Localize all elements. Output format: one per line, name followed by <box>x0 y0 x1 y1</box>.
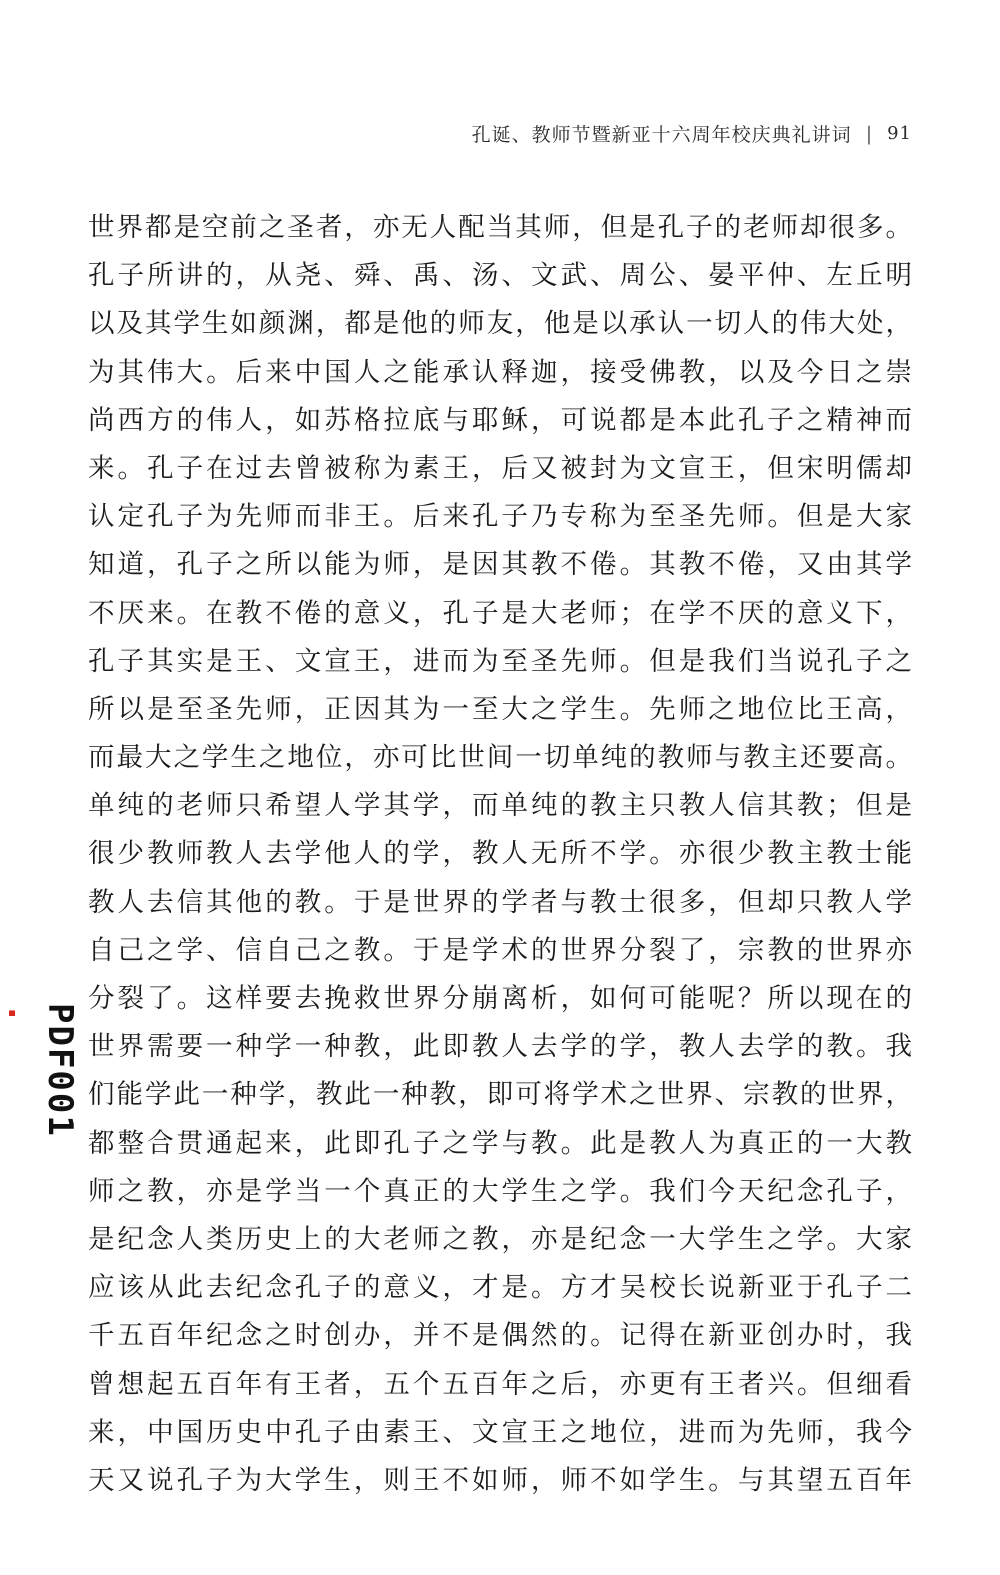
watermark-prefix: PDF001 <box>40 1002 80 1138</box>
chapter-title: 孔诞、教师节暨新亚十六周年校庆典礼讲词 <box>471 124 852 146</box>
text-line: 来。孔子在过去曾被称为素王，后又被封为文宣王，但宋明儒却 <box>88 452 912 484</box>
text-line: 天又说孔子为大学生，则王不如师，师不如学生。与其望五百年 <box>88 1464 912 1496</box>
text-line: 知道，孔子之所以能为师，是因其教不倦。其教不倦，又由其学 <box>88 549 912 581</box>
text-line: 而最大之学生之地位，亦可比世间一切单纯的教师与教主还要高。 <box>88 742 912 774</box>
text-line: 应该从此去纪念孔子的意义，才是。方才吴校长说新亚于孔子二 <box>88 1272 912 1304</box>
header-separator: | <box>865 122 874 145</box>
body-text <box>88 204 912 1505</box>
watermark <box>0 940 80 1200</box>
text-line: 不厌来。在教不倦的意义，孔子是大老师；在学不厌的意义下， <box>88 597 912 629</box>
text-line: 世界需要一种学一种教，此即教人去学的学，教人去学的教。我 <box>88 1031 912 1063</box>
running-header <box>472 120 912 147</box>
text-line: 是纪念人类历史上的大老师之教，亦是纪念一大学生之学。大家 <box>88 1223 912 1255</box>
page-number: 91 <box>887 123 912 144</box>
text-line: 孔子其实是王、文宣王，进而为至圣先师。但是我们当说孔子之 <box>88 645 912 677</box>
text-line: 来，中国历史中孔子由素王、文宣王之地位，进而为先师，我今 <box>88 1416 912 1448</box>
text-line: 以及其学生如颜渊，都是他的师友，他是以承认一切人的伟大处， <box>88 308 912 340</box>
text-line: 教人去信其他的教。于是世界的学者与教士很多，但却只教人学 <box>88 886 912 918</box>
text-line: 们能学此一种学，教此一种教，即可将学术之世界、宗教的世界， <box>88 1079 912 1111</box>
text-line: 分裂了。这样要去挽救世界分崩离析，如何可能呢？所以现在的 <box>88 983 912 1014</box>
text-line: 孔子所讲的，从尧、舜、禹、汤、文武、周公、晏平仲、左丘明 <box>88 260 912 292</box>
text-line: 千五百年纪念之时创办，并不是偶然的。记得在新亚创办时，我 <box>88 1320 912 1352</box>
text-line: 尚西方的伟人，如苏格拉底与耶稣，可说都是本此孔子之精神而 <box>88 404 912 436</box>
text-line: 世界都是空前之圣者，亦无人配当其师，但是孔子的老师却很多。 <box>88 212 912 243</box>
text-line: 为其伟大。后来中国人之能承认释迦，接受佛教，以及今日之崇 <box>88 356 912 388</box>
text-line: 都整合贯通起来，此即孔子之学与教。此是教人为真正的一大教 <box>88 1127 912 1159</box>
text-line: 师之教，亦是学当一个真正的大学生之学。我们今天纪念孔子， <box>88 1175 912 1207</box>
text-line: 自己之学、信自己之教。于是学术的世界分裂了，宗教的世界亦 <box>88 934 912 966</box>
text-line: 很少教师教人去学他人的学，教人无所不学。亦很少教主教士能 <box>88 838 912 870</box>
text-line: 曾想起五百年有王者，五个五百年之后，亦更有王者兴。但细看 <box>88 1368 912 1400</box>
watermark-dot: . <box>0 1002 40 1026</box>
text-line: 所以是至圣先师，正因其为一至大之学生。先师之地位比王高， <box>88 693 912 725</box>
watermark-text <box>0 1003 80 1138</box>
text-line: 单纯的老师只希望人学其学，而单纯的教主只教人信其教；但是 <box>88 790 912 822</box>
text-line: 认定孔子为先师而非王。后来孔子乃专称为至圣先师。但是大家 <box>88 501 912 533</box>
